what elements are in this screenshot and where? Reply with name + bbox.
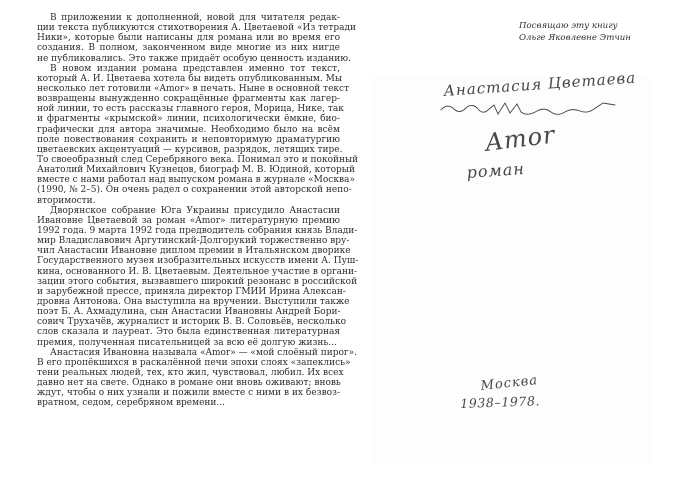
text-line: чил Анастасии Ивановне диплом премии в Итальянском дворике	[37, 246, 351, 257]
genre-handwriting: роман	[466, 158, 526, 182]
text-line: вратном, седом, серебряном времени...	[37, 398, 226, 409]
text-line: Государственного музея изобразительных искусств имени А. Пуш-	[37, 256, 359, 267]
text-line: ции текста публикуются стихотворения А. Цветаевой «Из тетради	[37, 23, 357, 34]
text-line: мир Владиславович Аргутинский-Долгорукий торжественно вру-	[37, 236, 350, 247]
text-line: дровна Антонова. Она выступила на вручении. Выступили также	[37, 296, 350, 307]
paragraph	[37, 205, 359, 348]
text-line: 1992 года. 9 марта 1992 года предводитель собрания князь Влади-	[37, 225, 358, 236]
text-line: В его пропёкшихся в раскалённой печи эпохи слоях «запеклись»	[37, 357, 351, 368]
text-line: не публиковались. Это также придаёт особую ценность изданию.	[37, 53, 351, 64]
text-line: создания. В полном, законченном виде многие из них нигде	[37, 43, 340, 54]
signature-handwriting: Анастасия Цветаева	[443, 68, 637, 100]
text-line: В приложении к дополненной, новой для читателя редак-	[50, 13, 340, 23]
dedication-line: Ольге Яковлевне Этчин	[519, 32, 631, 43]
text-line: Ники», которые были написаны для романа или во время его	[37, 33, 340, 44]
signature-flourish-stroke	[438, 98, 628, 120]
text-line: Дворянское собрание Юга Украины присудило Анастасии	[50, 205, 340, 216]
text-line: ной линии, то есть рассказы главного героя, Морица, Нике, так	[37, 104, 344, 115]
text-line: ждут, чтобы о них узнали и пожили вместе с ними в их безвоз-	[37, 388, 340, 399]
text-line: Анатолий Михайлович Кузнецов, биограф М. В. Юдиной, который	[37, 165, 355, 176]
text-line: То своеобразный след Серебряного века. Понимал это и покойный	[37, 154, 359, 165]
text-line: тени реальных людей, тех, кто жил, чувствовал, любил. Их всех	[37, 367, 344, 378]
text-line: премия, полученная писательницей за всю её долгую жизнь...	[37, 337, 337, 348]
years-handwriting: 1938–1978.	[460, 393, 541, 411]
text-line: графически для автора значимые. Необходимо было на всём	[37, 124, 340, 135]
text-line: (1990, № 2–5). Он очень радел о сохранении этой авторской непо-	[37, 185, 352, 196]
text-line: и фрагменты «крымской» линии, психологически ёмкие, био-	[37, 114, 340, 125]
place-handwriting: Москва	[480, 372, 539, 394]
paragraph	[37, 13, 357, 64]
text-line: поле повествования сохранить и неповторимую драматургию	[37, 134, 340, 145]
text-line: давно нет на свете. Однако в романе они вновь оживают; вновь	[37, 378, 341, 389]
text-line: Анастасия Ивановна называла «Amor» — «мой слоёный пирог».	[50, 347, 358, 358]
paragraph	[37, 347, 358, 409]
text-line: зации этого события, вызвавшего широкий резонанс в российской	[37, 276, 358, 287]
text-line: вместе с нами работал над выпуском романа в журнале «Москва»	[37, 175, 355, 186]
paragraph	[37, 63, 359, 206]
text-line: и зарубежной прессе, приняла директор ГМИИ Ирина Алексан-	[37, 286, 346, 297]
text-line: несколько лет готовили «Amor» в печать. Ныне в основной текст	[37, 83, 350, 94]
title-handwriting: Amor	[484, 120, 557, 157]
text-line: сович Трухачёв, журналист и историк В. В. Соловьёв, несколько	[37, 317, 347, 328]
dedication	[519, 21, 631, 45]
left-page-text	[37, 13, 359, 409]
text-line: кина, основанного И. В. Цветаевым. Деятельное участие в органи-	[37, 266, 358, 277]
text-line: возвращены вынужденно сокращённые фрагменты как лагер-	[37, 94, 340, 105]
text-line: слов сказала и лауреат. Это была единственная литературная	[37, 327, 340, 338]
text-line: В новом издании романа представлен именно тот текст,	[50, 63, 340, 74]
text-line: Ивановне Цветаевой за роман «Amor» литературную премию	[37, 215, 340, 226]
text-line: поэт Б. А. Ахмадулина, сын Анастасии Ивановны Андрей Бори-	[37, 307, 341, 318]
text-line: который А. И. Цветаева хотела бы видеть опубликованным. Мы	[37, 73, 342, 84]
dedication-line: Посвящаю эту книгу	[519, 21, 618, 31]
text-line: цветаевских акцентуаций — курсивов, разрядок, летящих тире.	[37, 144, 343, 155]
text-line: вторимости.	[37, 195, 96, 206]
